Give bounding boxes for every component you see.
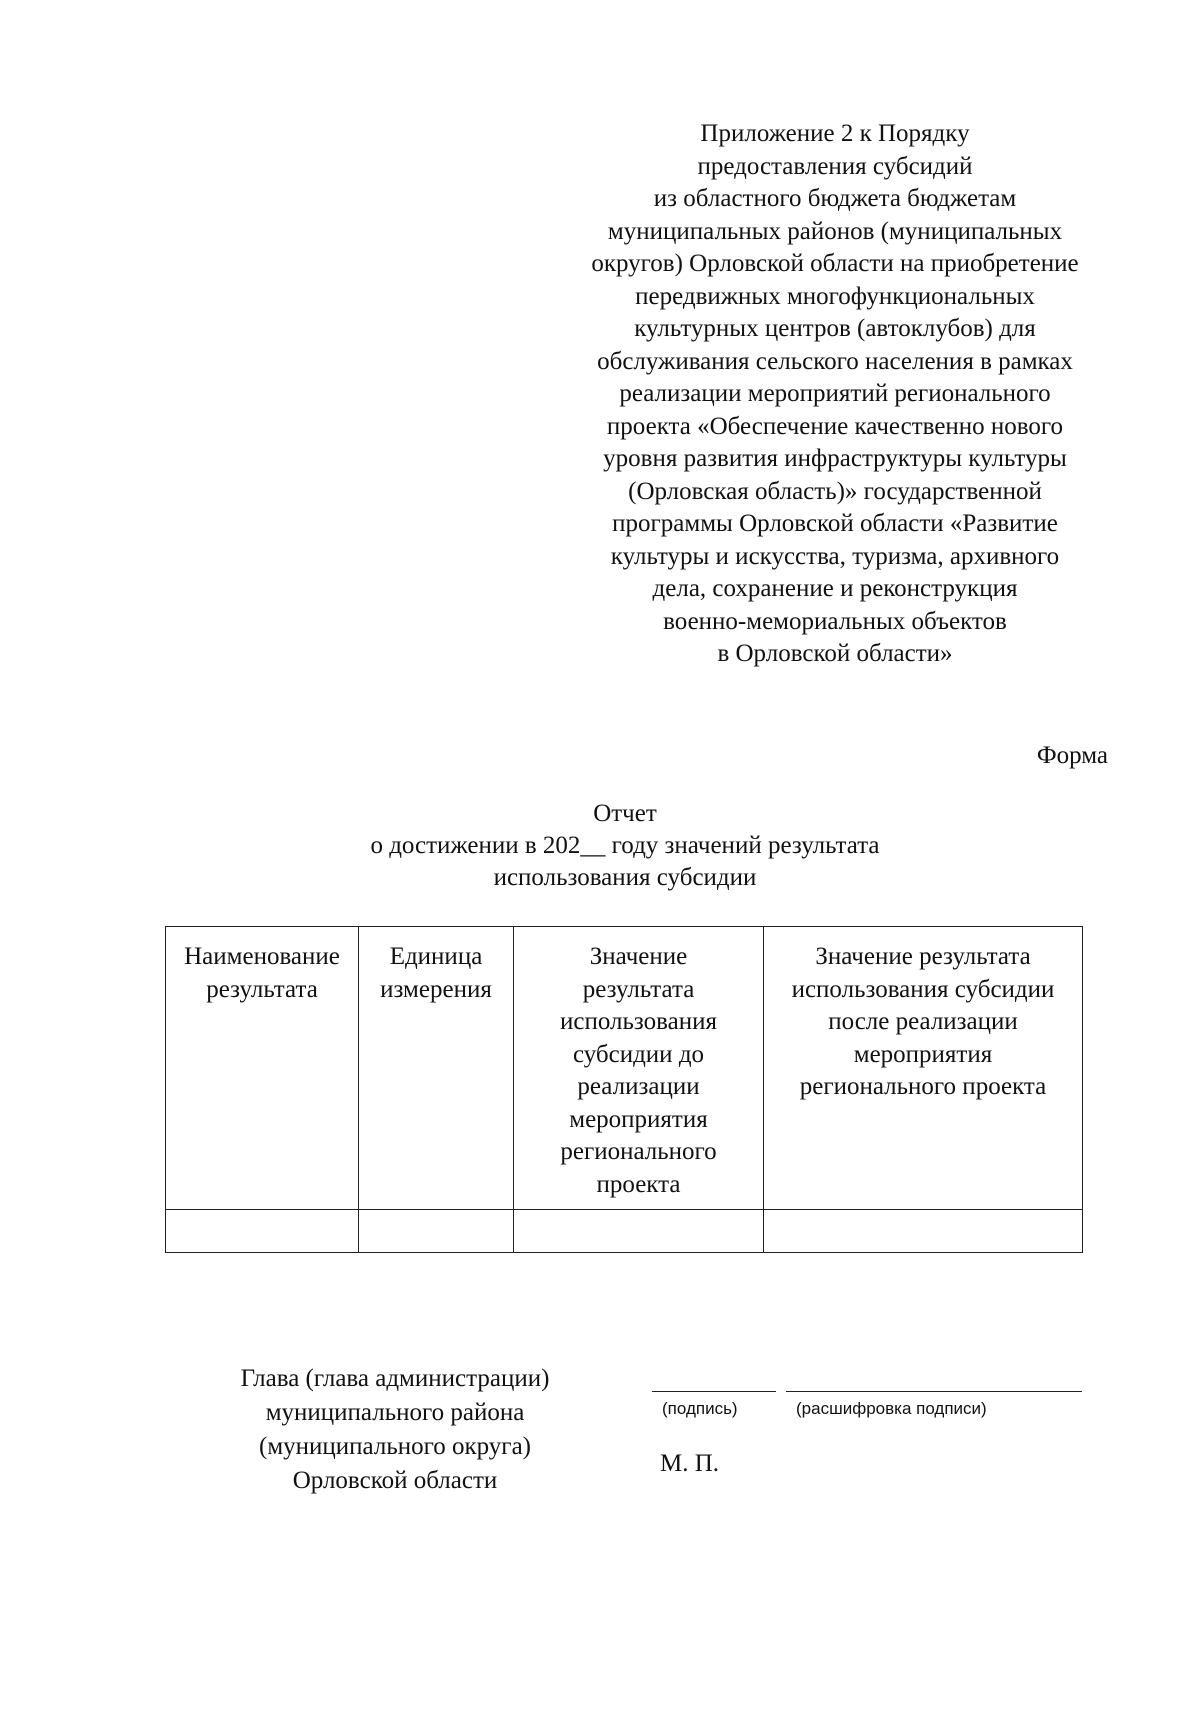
- cell-value-before[interactable]: [514, 1210, 764, 1253]
- header-value-before: Значение результата использования субсидии до реализации мероприятия регионального проекта: [514, 927, 764, 1210]
- table-header-row: [166, 927, 1083, 1210]
- header-unit: Единица измерения: [359, 927, 514, 1210]
- header-value-after: Значение результата использования субсидии после реализации мероприятия регионального проекта: [764, 927, 1083, 1210]
- cell-unit[interactable]: [359, 1210, 514, 1253]
- annex-line: военно-мемориальных объектов: [663, 607, 1007, 635]
- annex-line: муниципальных районов (муниципальных: [607, 217, 1063, 245]
- annex-line: культуры и искусства, туризма, архивного: [610, 542, 1060, 570]
- results-table: [165, 926, 1083, 1253]
- table-row: [166, 1210, 1083, 1253]
- annex-line: предоставления субсидий: [697, 152, 973, 180]
- signature-caption: (подпись): [662, 1399, 738, 1418]
- report-title-line: использования субсидии: [493, 864, 757, 891]
- annex-line: (Орловская область)» государственной: [628, 477, 1042, 505]
- annex-line: культурных центров (автоклубов) для: [634, 315, 1036, 342]
- report-title-line: Отчет: [593, 800, 657, 827]
- annex-line: проекта «Обеспечение качественно нового: [606, 412, 1064, 440]
- report-title-line: о достижении в 202__ году значений результата: [370, 832, 880, 859]
- cell-result-name[interactable]: [166, 1210, 359, 1253]
- annex-line: обслуживания сельского населения в рамках: [597, 347, 1073, 375]
- annex-line: дела, сохранение и реконструкция: [652, 575, 1018, 602]
- annex-line: округов) Орловской области на приобретение: [591, 250, 1079, 277]
- form-label: Форма: [1036, 742, 1108, 769]
- annex-line: из областного бюджета бюджетам: [653, 185, 1017, 212]
- header-result-name: Наименование результата: [166, 927, 359, 1210]
- signature-decode-caption: (расшифровка подписи): [796, 1399, 987, 1418]
- annex-line: уровня развития инфраструктуры культуры: [603, 445, 1067, 472]
- report-title: [200, 798, 1050, 894]
- annex-line: в Орловской области»: [717, 640, 953, 667]
- annex-line: передвижных многофункциональных: [635, 282, 1035, 310]
- signer-title: [210, 1362, 580, 1498]
- annex-line: реализации мероприятий регионального: [619, 380, 1051, 407]
- signer-line: Глава (глава администрации): [240, 1365, 550, 1392]
- stamp-placeholder: М. П.: [660, 1450, 720, 1477]
- cell-value-after[interactable]: [764, 1210, 1083, 1253]
- signer-line: муниципального района: [265, 1399, 525, 1426]
- signer-line: Орловской области: [292, 1467, 498, 1494]
- signature-decode-line[interactable]: [786, 1391, 1082, 1392]
- annex-heading: [545, 118, 1125, 671]
- annex-line: Приложение 2 к Порядку: [700, 120, 970, 147]
- annex-line: программы Орловской области «Развитие: [612, 510, 1058, 537]
- signer-line: (муниципального округа): [259, 1433, 531, 1460]
- signature-line[interactable]: [652, 1391, 776, 1392]
